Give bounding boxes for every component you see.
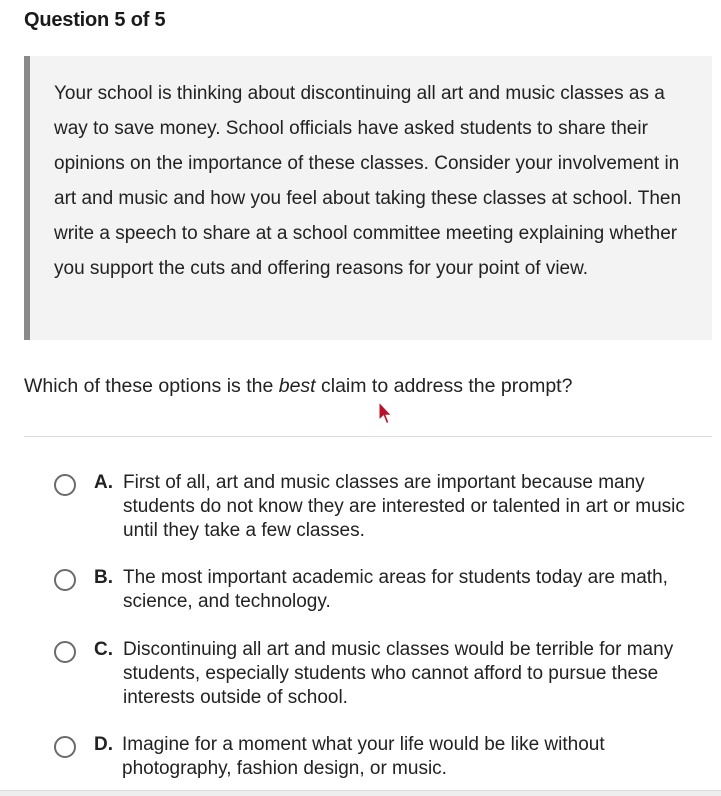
option-text[interactable]: Discontinuing all art and music classes would be terrible for many students, especially students who cannot afford to pursue these interests outside of school. (123, 639, 674, 708)
prompt-text: Your school is thinking about discontinuing all art and music classes as a way to save money. School officials have asked students to share their opinions on the importance of these classes. Consider your involvement in art and music and how you feel about taking these classes at school. Then write a speech to share at a school committee meeting explaining whether you support the cuts and offering reasons for your point of view. (54, 83, 682, 279)
question-text-end: claim to address the prompt? (315, 375, 573, 397)
question-counter: Question 5 of 5 (24, 9, 166, 31)
option-text[interactable]: First of all, art and music classes are important because many students do not know they are interested or talented in art or music until they take a few classes. (123, 472, 685, 541)
divider (24, 436, 712, 437)
question-text-start: Which of these options is the (24, 375, 279, 397)
question-emphasis: best (278, 375, 316, 397)
radio-button-icon[interactable] (54, 474, 76, 496)
mouse-pointer-icon (376, 400, 394, 427)
prompt-box (24, 56, 712, 340)
option-letter: A. (94, 472, 113, 493)
option-letter: B. (94, 567, 113, 588)
option-letter: D. (94, 734, 113, 755)
option-text[interactable]: Imagine for a moment what your life would be like without photography, fashion design, or music. (122, 734, 605, 779)
radio-button-icon[interactable] (54, 641, 76, 663)
option-text[interactable]: The most important academic areas for students today are math, science, and technology. (123, 567, 668, 612)
bottom-bar (0, 790, 721, 796)
radio-button-icon[interactable] (54, 736, 76, 758)
option-letter: C. (94, 639, 113, 660)
radio-button-icon[interactable] (54, 569, 76, 591)
question-stem (24, 375, 572, 398)
